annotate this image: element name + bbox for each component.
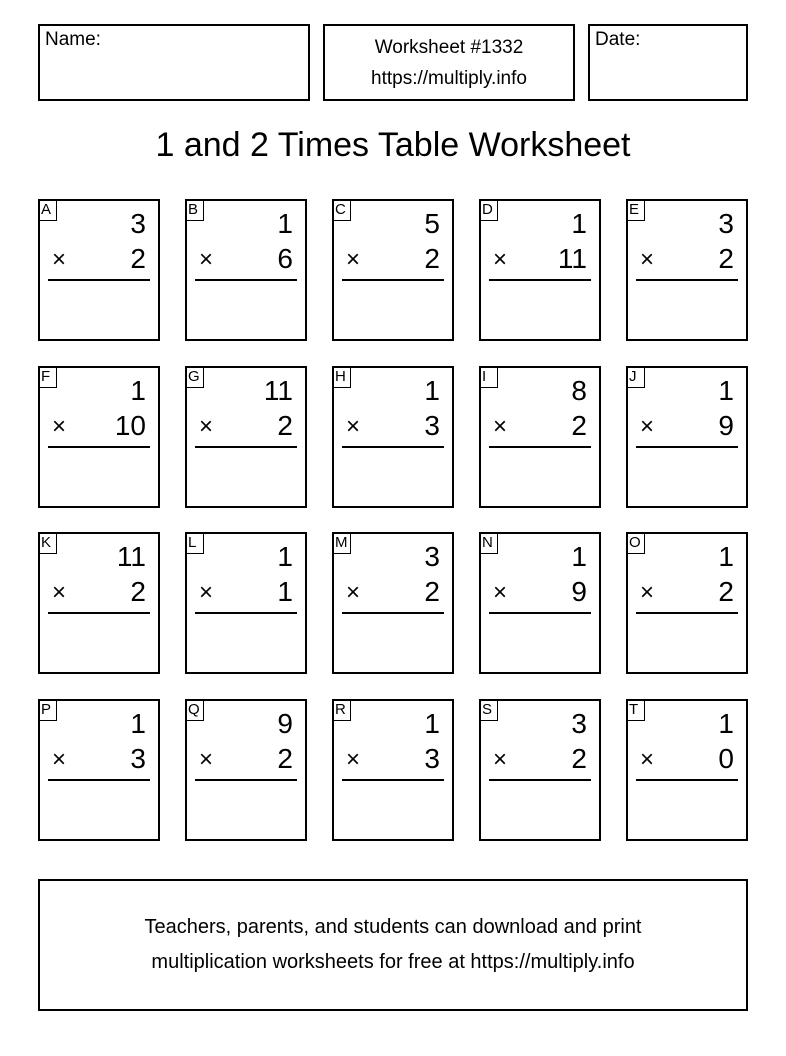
problem-card-m — [332, 532, 454, 674]
answer-line — [489, 779, 591, 781]
problem-letter: D — [479, 199, 498, 221]
multiply-sign: × — [640, 413, 655, 440]
multiply-sign: × — [640, 746, 655, 773]
answer-line — [48, 279, 150, 281]
problem-letter: S — [479, 699, 498, 721]
multiplicand: 1 — [277, 208, 293, 239]
answer-line — [636, 612, 738, 614]
problem-letter: C — [332, 199, 351, 221]
answer-line — [342, 612, 444, 614]
multiply-sign: × — [493, 246, 508, 273]
multiplicand: 11 — [263, 375, 293, 406]
multiplicand: 1 — [424, 375, 440, 406]
multiplier: 2 — [130, 243, 146, 274]
multiply-sign: × — [52, 579, 67, 606]
multiplier: 2 — [718, 576, 734, 607]
footer-box — [38, 879, 748, 1011]
answer-line — [636, 279, 738, 281]
multiply-sign: × — [199, 413, 214, 440]
problem-card-c — [332, 199, 454, 341]
date-box — [588, 24, 748, 101]
multiplier: 9 — [718, 410, 734, 441]
problem-letter: Q — [185, 699, 204, 721]
multiplicand: 3 — [424, 541, 440, 572]
answer-line — [342, 446, 444, 448]
answer-line — [195, 446, 297, 448]
multiply-sign: × — [346, 579, 361, 606]
problem-card-b — [185, 199, 307, 341]
problem-letter: O — [626, 532, 645, 554]
problem-letter: R — [332, 699, 351, 721]
problem-letter: L — [185, 532, 204, 554]
answer-line — [195, 279, 297, 281]
multiplier: 2 — [424, 576, 440, 607]
problem-card-f — [38, 366, 160, 508]
multiplier: 3 — [130, 743, 146, 774]
problem-letter: I — [479, 366, 498, 388]
multiplier: 2 — [277, 743, 293, 774]
answer-line — [489, 279, 591, 281]
multiplicand: 1 — [277, 541, 293, 572]
multiplicand: 1 — [718, 375, 734, 406]
footer-line-1: Teachers, parents, and students can download and print — [144, 916, 642, 938]
multiplicand: 1 — [718, 541, 734, 572]
multiply-sign: × — [52, 413, 67, 440]
multiplier: 2 — [424, 243, 440, 274]
multiplicand: 3 — [130, 208, 146, 239]
answer-line — [48, 612, 150, 614]
answer-line — [48, 779, 150, 781]
date-label: Date: — [595, 29, 641, 50]
answer-line — [342, 279, 444, 281]
problem-letter: H — [332, 366, 351, 388]
multiply-sign: × — [52, 246, 67, 273]
multiplicand: 1 — [571, 208, 587, 239]
problem-card-h — [332, 366, 454, 508]
problem-letter: A — [38, 199, 57, 221]
multiply-sign: × — [346, 246, 361, 273]
multiplier: 3 — [424, 410, 440, 441]
multiplier: 2 — [277, 410, 293, 441]
problem-letter: B — [185, 199, 204, 221]
problem-card-s — [479, 699, 601, 841]
problem-card-n — [479, 532, 601, 674]
multiplicand: 5 — [424, 208, 440, 239]
problem-card-o — [626, 532, 748, 674]
multiplier: 1 — [277, 576, 293, 607]
multiply-sign: × — [346, 746, 361, 773]
multiply-sign: × — [640, 246, 655, 273]
name-label: Name: — [45, 29, 101, 50]
multiply-sign: × — [493, 413, 508, 440]
multiplicand: 1 — [130, 708, 146, 739]
answer-line — [636, 779, 738, 781]
problem-card-i — [479, 366, 601, 508]
multiplier: 6 — [277, 243, 293, 274]
problem-letter: G — [185, 366, 204, 388]
problem-card-a — [38, 199, 160, 341]
multiply-sign: × — [199, 246, 214, 273]
multiply-sign: × — [493, 579, 508, 606]
problem-letter: M — [332, 532, 351, 554]
problem-letter: E — [626, 199, 645, 221]
multiplier: 2 — [571, 743, 587, 774]
problem-card-l — [185, 532, 307, 674]
answer-line — [489, 612, 591, 614]
problem-letter: N — [479, 532, 498, 554]
multiplicand: 1 — [571, 541, 587, 572]
problem-card-j — [626, 366, 748, 508]
multiplier: 9 — [571, 576, 587, 607]
problem-card-t — [626, 699, 748, 841]
multiply-sign: × — [640, 579, 655, 606]
multiplier: 10 — [114, 410, 146, 441]
problem-card-d — [479, 199, 601, 341]
multiplier: 2 — [130, 576, 146, 607]
multiplicand: 1 — [424, 708, 440, 739]
multiply-sign: × — [199, 746, 214, 773]
problem-letter: T — [626, 699, 645, 721]
multiplicand: 11 — [116, 541, 146, 572]
problem-card-r — [332, 699, 454, 841]
problem-card-g — [185, 366, 307, 508]
problem-letter: F — [38, 366, 57, 388]
answer-line — [48, 446, 150, 448]
name-box — [38, 24, 310, 101]
problem-card-e — [626, 199, 748, 341]
multiplier: 2 — [571, 410, 587, 441]
multiplier: 3 — [424, 743, 440, 774]
answer-line — [489, 446, 591, 448]
multiplicand: 3 — [571, 708, 587, 739]
multiply-sign: × — [493, 746, 508, 773]
multiplicand: 3 — [718, 208, 734, 239]
multiplicand: 9 — [277, 708, 293, 739]
multiplicand: 1 — [718, 708, 734, 739]
problem-card-k — [38, 532, 160, 674]
answer-line — [195, 612, 297, 614]
answer-line — [195, 779, 297, 781]
problem-letter: J — [626, 366, 645, 388]
answer-line — [636, 446, 738, 448]
worksheet-url: https://multiply.info — [371, 67, 527, 89]
problem-card-p — [38, 699, 160, 841]
worksheet-info-box — [323, 24, 575, 101]
problem-card-q — [185, 699, 307, 841]
multiplier: 2 — [718, 243, 734, 274]
footer-line-2: multiplication worksheets for free at https://multiply.info — [151, 951, 635, 973]
multiply-sign: × — [199, 579, 214, 606]
worksheet-title: 1 and 2 Times Table Worksheet — [155, 126, 631, 164]
multiply-sign: × — [52, 746, 67, 773]
worksheet-number: Worksheet #1332 — [374, 36, 524, 58]
problem-letter: K — [38, 532, 57, 554]
answer-line — [342, 779, 444, 781]
problem-letter: P — [38, 699, 57, 721]
multiplier: 11 — [557, 243, 587, 274]
multiply-sign: × — [346, 413, 361, 440]
multiplicand: 1 — [130, 375, 146, 406]
multiplier: 0 — [718, 743, 734, 774]
multiplicand: 8 — [571, 375, 587, 406]
